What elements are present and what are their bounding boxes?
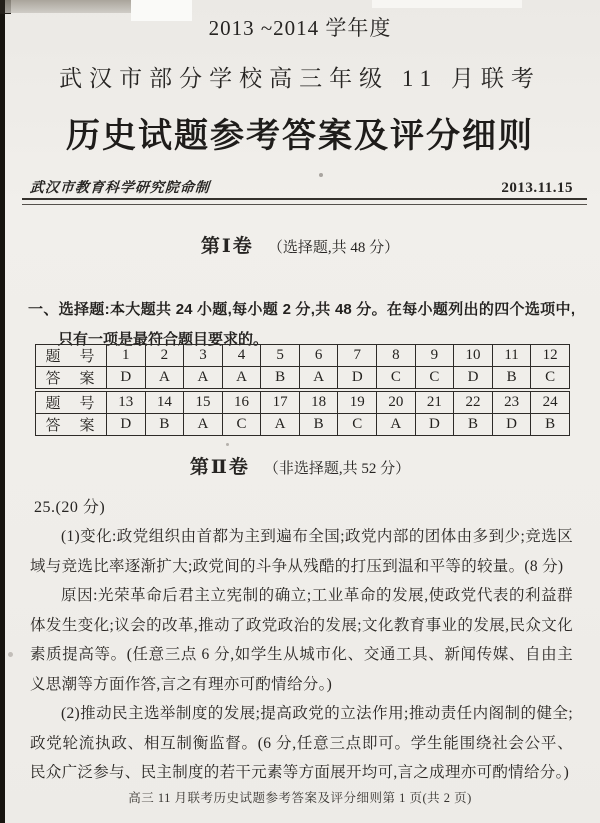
answer-letter-cell: A <box>299 367 338 389</box>
answer-letter-cell: C <box>338 414 377 436</box>
row-label: 题 号 <box>36 392 107 414</box>
answer-paragraph: 原因:光荣革命后君主立宪制的确立;工业革命的发展,使政党代表的利益群体发生变化;议会的改革,推动了政党政治的发展;文化教育事业的发展,民众文化素质提高等。(任意三点 6 分,如学生从城市化、交通工具、新闻传媒、自由主义思潮等方面作答,言之有理亦可酌情给分。) <box>30 587 573 693</box>
question-number-cell: 5 <box>261 345 300 367</box>
question-number-cell: 23 <box>492 392 531 414</box>
answer-letter-cell: B <box>299 414 338 436</box>
answer-letter-cell: A <box>377 414 416 436</box>
answer-letter-cell: D <box>492 414 531 436</box>
answer-letter-cell: D <box>107 367 146 389</box>
header-meta-row <box>30 177 573 197</box>
answer-paragraph: (1)变化:政党组织由首都为主到遍布全国;政党内部的团体由多到少;竞选区域与竞选比率逐渐扩大;政党间的斗争从残酷的打压到温和平等的较量。(8 分) <box>30 528 573 575</box>
answer-letter-cell: A <box>222 367 261 389</box>
question-number-cell: 9 <box>415 345 454 367</box>
answer-table <box>35 391 570 436</box>
answer-letter-cell: A <box>145 367 184 389</box>
table-row <box>36 367 570 389</box>
row-label: 答 案 <box>36 367 107 389</box>
question-number-cell: 1 <box>107 345 146 367</box>
question-number-cell: 13 <box>107 392 146 414</box>
question-number-cell: 7 <box>338 345 377 367</box>
answer-paragraph: (2)推动民主选举制度的发展;提高政党的立法作用;推动责任内阁制的健全;政党轮流执政、相互制衡监督。(6 分,任意三点即可。学生能围绕社会公平、民众广泛参与、民主制度的若干元素等方面展开均可,言之成理亦可酌情给分。) <box>30 705 573 781</box>
question-number-cell: 3 <box>184 345 223 367</box>
answer-letter-cell: C <box>377 367 416 389</box>
issuer-name: 武汉市教育科学研究院命制 <box>29 181 211 196</box>
multiple-choice-instruction: 一、选择题:本大题共 24 小题,每小题 2 分,共 48 分。在每小题列出的四个选项中,只有一项是最符合题目要求的。 <box>28 301 575 348</box>
answer-letter-cell: A <box>184 367 223 389</box>
question-number-cell: 18 <box>299 392 338 414</box>
answer-letter-cell: D <box>107 414 146 436</box>
question-number-cell: 14 <box>145 392 184 414</box>
table-row <box>36 392 570 414</box>
document-title: 历史试题参考答案及评分细则 <box>66 117 534 155</box>
scan-speck <box>8 652 13 657</box>
school-year-title: 2013 ~2014 学年度 <box>208 16 392 40</box>
answer-letter-cell: C <box>531 367 570 389</box>
part1-heading <box>0 231 600 258</box>
question-number-cell: 10 <box>454 345 493 367</box>
part1-subtitle: （选择题,共 48 分） <box>267 240 400 256</box>
part2-heading <box>0 452 600 479</box>
question-number-cell: 12 <box>531 345 570 367</box>
question-number-cell: 6 <box>299 345 338 367</box>
answer-letter-cell: B <box>261 367 300 389</box>
answer-letter-cell: B <box>145 414 184 436</box>
scan-white-patch <box>372 0 522 8</box>
answer-letter-cell: A <box>261 414 300 436</box>
answer-key-tables <box>35 344 570 436</box>
question-number-cell: 17 <box>261 392 300 414</box>
question-25-answer-body <box>30 522 573 788</box>
row-label: 答 案 <box>36 414 107 436</box>
question-number-cell: 21 <box>415 392 454 414</box>
part2-subtitle: （非选择题,共 52 分） <box>263 461 411 477</box>
answer-letter-cell: D <box>454 367 493 389</box>
question-number-cell: 20 <box>377 392 416 414</box>
table-row <box>36 345 570 367</box>
answer-letter-cell: C <box>415 367 454 389</box>
question-number-cell: 4 <box>222 345 261 367</box>
answer-letter-cell: B <box>531 414 570 436</box>
table-row <box>36 414 570 436</box>
answer-letter-cell: C <box>222 414 261 436</box>
page-footer: 高三 11 月联考历史试题参考答案及评分细则第 1 页(共 2 页) <box>128 791 472 805</box>
question-number-cell: 15 <box>184 392 223 414</box>
answer-letter-cell: A <box>184 414 223 436</box>
header-double-rule <box>22 198 587 205</box>
part1-title: 第Ⅰ卷 <box>200 236 254 257</box>
document-date: 2013.11.15 <box>501 180 573 196</box>
answer-letter-cell: B <box>492 367 531 389</box>
question-number-cell: 11 <box>492 345 531 367</box>
question-number-cell: 22 <box>454 392 493 414</box>
question-25-label: 25.(20 分) <box>34 499 106 516</box>
exam-title: 武汉市部分学校高三年级 11 月联考 <box>59 66 541 91</box>
question-number-cell: 24 <box>531 392 570 414</box>
answer-letter-cell: D <box>415 414 454 436</box>
answer-letter-cell: B <box>454 414 493 436</box>
question-number-cell: 16 <box>222 392 261 414</box>
question-number-cell: 2 <box>145 345 184 367</box>
question-number-cell: 8 <box>377 345 416 367</box>
question-number-cell: 19 <box>338 392 377 414</box>
answer-table <box>35 344 570 389</box>
part2-title: 第Ⅱ卷 <box>189 457 250 478</box>
scan-speck <box>226 443 229 446</box>
row-label: 题 号 <box>36 345 107 367</box>
answer-letter-cell: D <box>338 367 377 389</box>
